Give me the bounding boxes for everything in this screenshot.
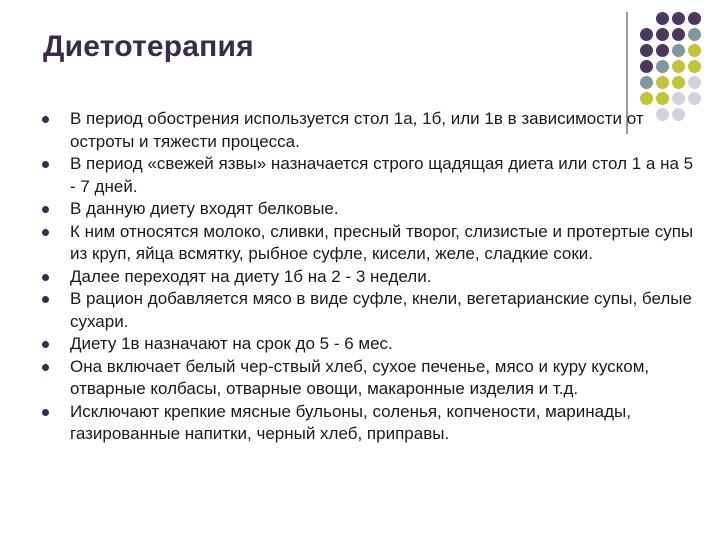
bullet-text: Она включает белый чер-ствый хлеб, сухое печенье, мясо и куру куском, отварные колбасы, отварные овощи, макаронные изделия и т.д. <box>70 356 650 398</box>
decorative-dot <box>672 76 685 89</box>
bullet-item <box>40 221 700 266</box>
bullet-text: Диету 1в назначают на срок до 5 - 6 мес. <box>70 334 393 353</box>
decorative-dot <box>656 92 669 105</box>
bullet-icon <box>42 364 49 371</box>
bullet-text: Далее переходят на диету 1б на 2 - 3 недели. <box>70 266 432 286</box>
bullet-item <box>40 108 700 153</box>
decorative-dot <box>672 12 685 25</box>
bullet-icon <box>42 296 49 303</box>
bullet-item <box>40 333 700 356</box>
decorative-dot <box>640 76 653 89</box>
decorative-dot <box>688 92 701 105</box>
bullet-icon <box>42 161 49 168</box>
bullet-icon <box>42 274 49 281</box>
decorative-dot <box>688 60 701 73</box>
decorative-dot <box>688 28 701 41</box>
bullet-text: В рацион добавляется мясо в виде суфле, кнели, вегетарианские супы, белые сухари. <box>70 289 692 331</box>
bullet-item <box>40 401 700 446</box>
bullet-icon <box>42 116 49 123</box>
bullet-item <box>40 153 700 198</box>
decorative-dot <box>640 28 653 41</box>
bullet-text: К ним относятся молоко, сливки, пресный творог, слизистые и протертые супы из круп, яйца всмятку, рыбное суфле, кисели, желе, сладкие соки. <box>70 221 694 263</box>
decorative-dot <box>656 28 669 41</box>
decorative-dot-grid <box>640 12 720 122</box>
decorative-dot <box>672 92 685 105</box>
decorative-dot <box>688 12 701 25</box>
decorative-dot <box>656 60 669 73</box>
bullet-item <box>40 288 700 333</box>
bullet-item <box>40 356 700 401</box>
slide-title: Диетотерапия <box>43 30 254 63</box>
bullet-text: В период обострения используется стол 1а, 1б, или 1в в зависимости от остроты и тяжести процесса. <box>70 109 644 151</box>
decorative-dot <box>640 92 653 105</box>
bullet-icon <box>42 229 49 236</box>
decorative-dot <box>640 60 653 73</box>
bullet-icon <box>42 341 49 348</box>
decorative-dot <box>672 60 685 73</box>
bullet-item <box>40 266 700 289</box>
bullet-text: В период «свежей язвы» назначается строго щадящая диета или стол 1 а на 5 - 7 дней. <box>70 154 694 196</box>
bullet-text: В данную диету входят белковые. <box>70 199 339 218</box>
decorative-dot <box>688 76 701 89</box>
decorative-dot <box>656 12 669 25</box>
decorative-dot <box>656 76 669 89</box>
decorative-dot <box>672 44 685 57</box>
bullet-item <box>40 198 700 221</box>
bullet-icon <box>42 206 49 213</box>
bullet-list <box>40 108 700 446</box>
decorative-dot <box>688 44 701 57</box>
bullet-icon <box>42 409 49 416</box>
bullet-text: Исключают крепкие мясные бульоны, соленья, копчености, маринады, газированные напитки, черный хлеб, приправы. <box>70 401 631 443</box>
decorative-dot <box>656 44 669 57</box>
decorative-dot <box>672 28 685 41</box>
decorative-dot <box>640 44 653 57</box>
